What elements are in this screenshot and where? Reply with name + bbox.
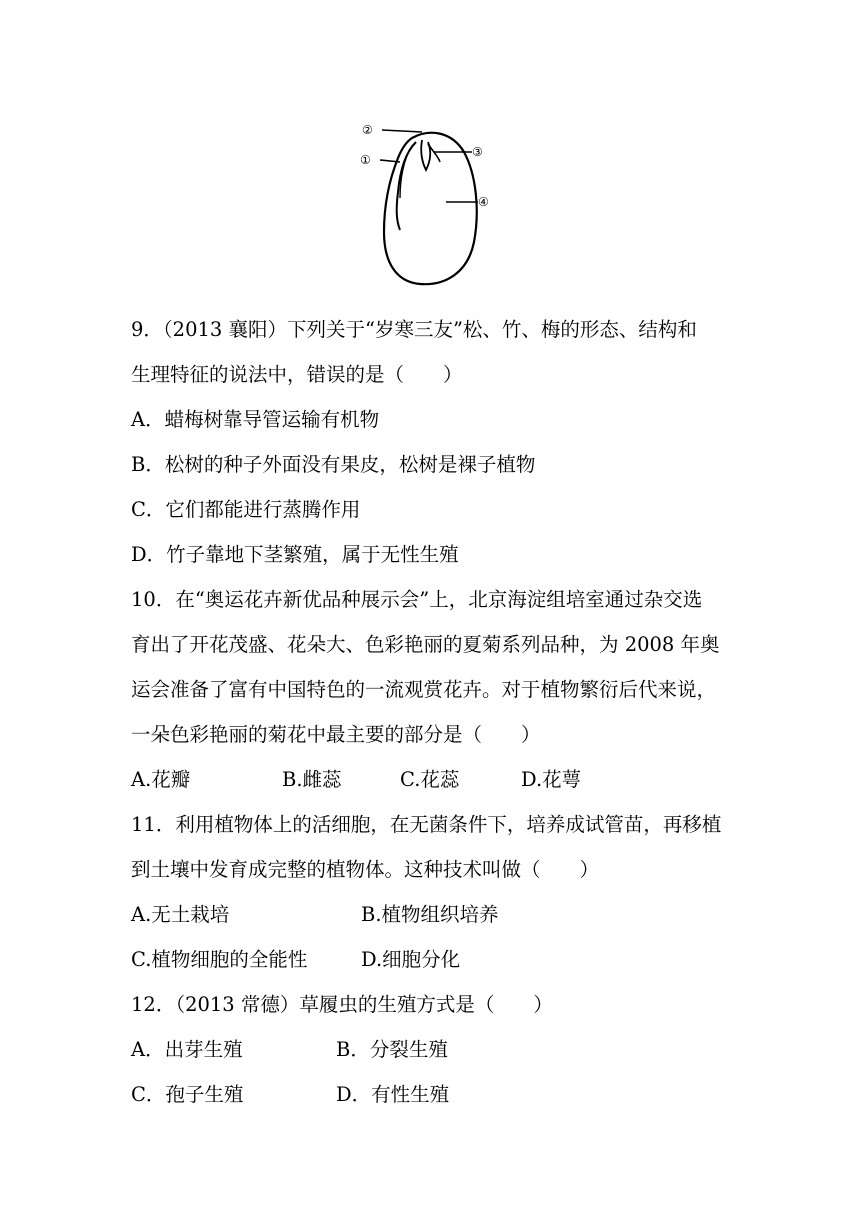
q10-stem-line-3: 运会准备了富有中国特色的一流观赏花卉。对于植物繁衍后代来说，	[131, 678, 717, 701]
figure-label-4: ④	[478, 195, 489, 209]
q9-option-a: A．蜡梅树靠导管运输有机物	[131, 408, 380, 431]
q12-option-a: A．出芽生殖	[131, 1038, 243, 1061]
q10-stem-line-2: 育出了开花茂盛、花朵大、色彩艳丽的夏菊系列品种，为 2008 年奥	[131, 633, 720, 656]
q9-option-b: B．松树的种子外面没有果皮，松树是裸子植物	[131, 453, 536, 476]
q9-option-d: D．竹子靠地下茎繁殖，属于无性生殖	[131, 543, 459, 566]
q9-option-c: C．它们都能进行蒸腾作用	[131, 498, 361, 521]
q10-stem-line-1: 10．在“奥运花卉新优品种展示会”上，北京海淀组培室通过杂交选	[131, 588, 703, 611]
q12-stem-line-1: 12．（2013 常德）草履虫的生殖方式是（ ）	[131, 993, 553, 1016]
q9-stem-line-1: 9．（2013 襄阳）下列关于“岁寒三友”松、竹、梅的形态、结构和	[131, 318, 697, 341]
q11-option-d: D.细胞分化	[361, 948, 461, 971]
q10-option-a: A.花瓣	[131, 768, 191, 791]
q12-option-c: C．孢子生殖	[131, 1083, 244, 1106]
q11-stem-line-1: 11．利用植物体上的活细胞，在无菌条件下，培养成试管苗，再移植	[131, 813, 722, 836]
label-line-2	[382, 130, 422, 132]
q10-option-d: D.花萼	[521, 768, 582, 791]
q11-option-a: A.无土栽培	[131, 903, 230, 926]
q10-stem-line-4: 一朵色彩艳丽的菊花中最主要的部分是（ ）	[131, 723, 541, 746]
q11-option-c: C.植物细胞的全能性	[131, 948, 308, 971]
figure-label-1: ①	[360, 153, 371, 167]
q10-option-b: B.雌蕊	[282, 768, 342, 791]
seed-structure-diagram	[360, 122, 500, 292]
q12-option-d: D．有性生殖	[336, 1083, 450, 1106]
figure-label-2: ②	[362, 123, 373, 137]
q11-stem-line-2: 到土壤中发育成完整的植物体。这种技术叫做（ ）	[131, 858, 600, 881]
q12-option-b: B．分裂生殖	[336, 1038, 448, 1061]
figure-label-3: ③	[472, 145, 483, 159]
q11-option-b: B.植物组织培养	[361, 903, 499, 926]
q9-stem-line-2: 生理特征的说法中，错误的是（ ）	[131, 363, 463, 386]
q10-option-c: C.花蕊	[400, 768, 460, 791]
